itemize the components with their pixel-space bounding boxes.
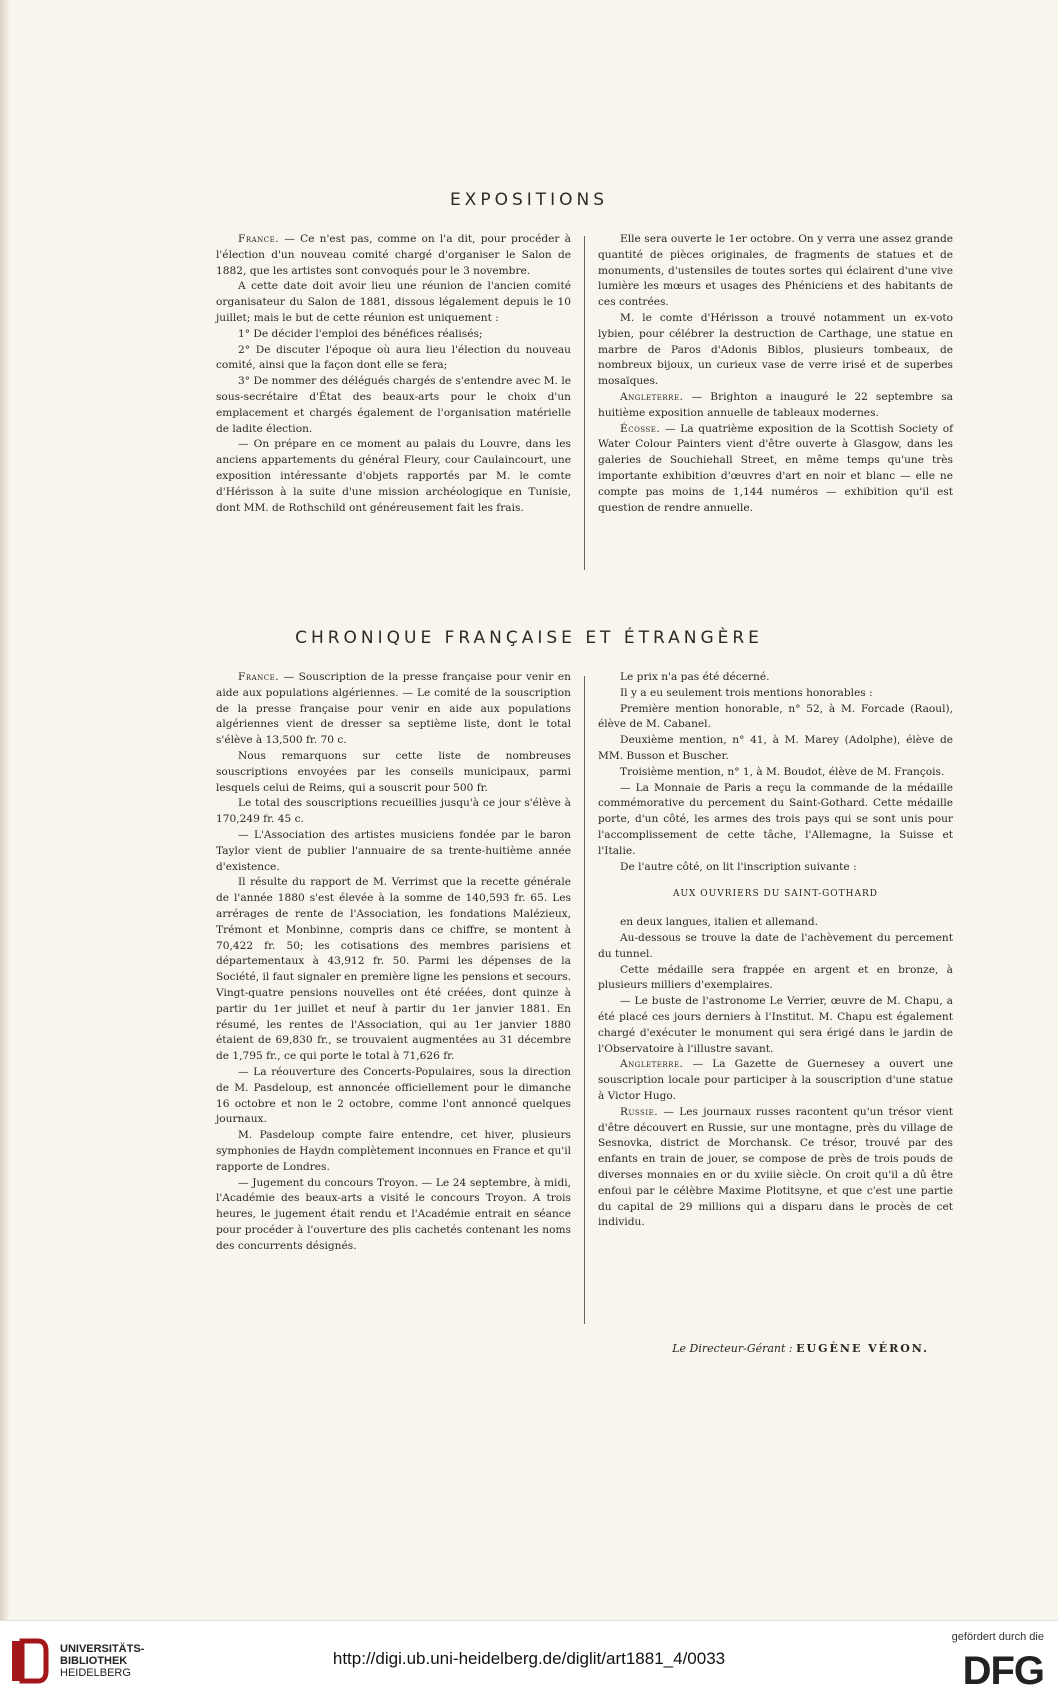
paragraph-text: Deuxième mention, n° 41, à M. Marey (Adolphe), élève de MM. Busson et Buscher. bbox=[598, 734, 953, 762]
signature-label: Le Directeur-Gérant : bbox=[672, 1342, 797, 1355]
paragraph-text: — L'Association des artistes musiciens fondée par le baron Taylor vient de publier l'annuaire de sa trente-huitième année d'existence. bbox=[216, 828, 571, 873]
paragraph-text: en deux langues, italien et allemand. bbox=[620, 916, 819, 929]
paragraph bbox=[216, 670, 571, 749]
paragraph bbox=[216, 327, 571, 343]
chronique-right-column bbox=[598, 670, 953, 1231]
paragraph bbox=[216, 828, 571, 875]
paragraph-text: — Ce n'est pas, comme on l'a dit, pour procéder à l'élection d'un nouveau comité chargé d'organiser le Salon de 1882, que les artistes sont convoqués pour le 3 novembre. bbox=[216, 233, 571, 277]
expositions-left-column bbox=[216, 232, 571, 516]
paragraph-text: Le total des souscriptions recueillies jusqu'à ce jour s'élève à 170,249 fr. 45 c. bbox=[216, 797, 571, 826]
paragraph-text: — La Gazette de Guernesey a ouvert une souscription locale pour participer à la souscription d'une statue à Victor Hugo. bbox=[598, 1058, 953, 1102]
chronique-right-part-b bbox=[598, 915, 953, 1231]
paragraph-text: Elle sera ouverte le 1er octobre. On y verra une assez grande quantité de pièces originales, de fragments de statues et de monuments, d'ustensiles de toutes sortes qui éclairent d'une vive lumière les mœurs et usages des Phéniciens et des habitants de ces contrées. bbox=[598, 233, 953, 309]
paragraph-text: — Le buste de l'astronome Le Verrier, œuvre de M. Chapu, a été placé ces jours derniers à l'Institut. M. Chapu est également chargé d'exécuter le monument qui sera érigé dans le jardin de l'Observatoire à l'illustre savant. bbox=[598, 995, 953, 1055]
footer-bar bbox=[0, 1620, 1058, 1703]
uni-line-2: BIBLIOTHEK bbox=[60, 1655, 128, 1667]
paragraph bbox=[598, 765, 953, 781]
permalink-url[interactable]: http://digi.ub.uni-heidelberg.de/diglit/art1881_4/0033 bbox=[332, 1649, 726, 1668]
paragraph-text: — Brighton a inauguré le 22 septembre sa huitième exposition annuelle de tableaux modernes. bbox=[598, 390, 953, 419]
signature bbox=[574, 1342, 929, 1355]
paragraph bbox=[598, 232, 953, 311]
uni-line-3: HEIDELBERG bbox=[60, 1667, 131, 1679]
paragraph bbox=[598, 994, 953, 1057]
paragraph-text: Au-dessous se trouve la date de l'achèvement du percement du tunnel. bbox=[598, 931, 953, 960]
paragraph bbox=[598, 422, 953, 517]
medal-inscription: AUX OUVRIERS DU SAINT-GOTHARD bbox=[672, 889, 879, 900]
paragraph bbox=[216, 796, 571, 828]
paragraph bbox=[216, 1176, 571, 1255]
paragraph-lead: France. bbox=[238, 671, 280, 683]
paragraph-text: 3° De nommer des délégués chargés de s'entendre avec M. le sous-secrétaire d'État des beaux-arts pour le choix d'un emplacement et chargés également de l'organisation matérielle de ladite élection. bbox=[216, 375, 571, 435]
paragraph-lead: Écosse. bbox=[620, 422, 661, 435]
paragraph-text: M. Pasdeloup compte faire entendre, cet hiver, plusieurs symphonies de Haydn complètement inconnues en France et qu'il rapporte de Londres. bbox=[216, 1129, 571, 1173]
column-divider bbox=[584, 676, 585, 1324]
paragraph bbox=[598, 931, 953, 963]
chronique-title: CHRONIQUE FRANÇAISE ET ÉTRANGÈRE bbox=[295, 628, 763, 648]
paragraph bbox=[598, 915, 953, 931]
paragraph-text: — Souscription de la presse française pour venir en aide aux populations algériennes. — Le comité de la souscription de la presse française pour venir en aide aux populations algériennes vient de dresser sa septième liste, dont le total s'élève à 13,500 fr. 70 c. bbox=[216, 671, 571, 747]
paragraph bbox=[598, 963, 953, 995]
paragraph bbox=[216, 279, 571, 326]
paragraph bbox=[216, 749, 571, 796]
paragraph-text: Il y a eu seulement trois mentions honorables : bbox=[620, 686, 873, 699]
funded-by-caption: gefördert durch die bbox=[951, 1631, 1044, 1643]
chronique-right-part-a bbox=[598, 670, 953, 875]
column-divider bbox=[584, 236, 585, 570]
page-spine-shadow bbox=[0, 0, 10, 1620]
paragraph bbox=[598, 733, 953, 765]
paragraph bbox=[598, 1057, 953, 1104]
paragraph-text: 1° De décider l'emploi des bénéfices réalisés; bbox=[238, 327, 483, 340]
paragraph bbox=[216, 232, 571, 279]
paragraph bbox=[598, 390, 953, 422]
paragraph-lead: Angleterre. bbox=[620, 1058, 684, 1071]
paragraph bbox=[216, 343, 571, 375]
paragraph-lead: Angleterre. bbox=[620, 390, 684, 403]
paragraph bbox=[598, 1105, 953, 1231]
paragraph-text: — Jugement du concours Troyon. — Le 24 septembre, à midi, l'Académie des beaux-arts a visité le concours Troyon. A trois heures, le jugement était rendu et l'Académie entrait en séance pour procéder à l'ouverture des plis cachetés contenant les noms des concurrents désignés. bbox=[216, 1176, 571, 1252]
paragraph-text: M. le comte d'Hérisson a trouvé notamment un ex-voto lybien, pour célébrer la destruction de Carthage, une statue en marbre de Paros d'Adonis Biblos, plusieurs tombeaux, de nombreux bijoux, un curieux vase de verre irisé et de superbes mosaïques. bbox=[598, 311, 953, 388]
chronique-left-column bbox=[216, 670, 571, 1254]
paragraph-text: 2° De discuter l'époque où aura lieu l'élection du nouveau comité, ainsi que la façon dont elle se fera; bbox=[216, 343, 571, 372]
paragraph-text: Il résulte du rapport de M. Verrimst que la recette générale de l'année 1880 s'est élevée à la somme de 140,593 fr. 65. Les arrérages de rente de l'Association, les fondations Malézieux, Trémont et Monbinne, compris dans ce chiffre, se montent à 70,422 fr. 50; les cotisations des membres parisiens et départementaux à 43,912 fr. 50. Parmi les dépenses de la Société, il faut signaler en première ligne les pensions et secours. Vingt-quatre pensions nouvelles ont été créées, dont quinze à partir du 1er juillet et neuf à partir du 1er janvier 1881. En résumé, les rentes de l'Association, qui au 1er janvier 1880 étaient de 69,830 fr., se trouvaient augmentées au 31 décembre de 1,795 fr., ce qui porte le total à 71,626 fr. bbox=[216, 876, 571, 1063]
paragraph-text: Première mention honorable, n° 52, à M. Forcade (Raoul), élève de M. Cabanel. bbox=[598, 702, 953, 731]
paragraph-text: Nous remarquons sur cette liste de nombreuses souscriptions envoyées par les conseils municipaux, parmi lesquels celui de Reims, qui a souscrit pour 500 fr. bbox=[216, 749, 571, 794]
paragraph-text: De l'autre côté, on lit l'inscription suivante : bbox=[620, 860, 857, 873]
paragraph-text: — On prépare en ce moment au palais du Louvre, dans les anciens appartements du général Fleury, cour Caulaincourt, une exposition intéressante d'objets rapportés par M. le comte d'Hérisson à la suite d'une mission archéologique en Tunisie, dont MM. de Rothschild ont généreusement fait les frais. bbox=[216, 438, 571, 514]
uni-line-1: UNIVERSITÄTS- bbox=[60, 1643, 145, 1655]
paragraph bbox=[598, 781, 953, 860]
dfg-logo: DFG bbox=[962, 1649, 1044, 1693]
signature-name: EUGÈNE VÉRON. bbox=[796, 1342, 929, 1355]
paragraph bbox=[216, 875, 571, 1065]
paragraph-lead: France. bbox=[238, 233, 280, 245]
paragraph-text: A cette date doit avoir lieu une réunion de l'ancien comité organisateur du Salon de 1881, dissous légalement depuis le 10 juillet; mais le but de cette réunion est uniquement : bbox=[216, 280, 571, 324]
paragraph-text: Le prix n'a pas été décerné. bbox=[620, 671, 770, 683]
paragraph-text: — La quatrième exposition de la Scottish Society of Water Colour Painters vient d'être ouverte à Glasgow, dans les galeries de Souchiehall Street, en même temps qu'une très importante exhibition d'œuvres d'art en noir et blanc — elle ne compte pas moins de 1,144 numéros — exhibition qu'il est question de rendre annuelle. bbox=[598, 422, 953, 514]
paragraph bbox=[216, 437, 571, 516]
paragraph bbox=[598, 311, 953, 390]
paragraph-lead: Russie. bbox=[620, 1105, 659, 1118]
paragraph bbox=[598, 686, 953, 702]
paragraph-text: — La réouverture des Concerts-Populaires, sous la direction de M. Pasdeloup, est annoncée officiellement pour le dimanche 16 octobre et non le 2 octobre, comme l'ont annoncé quelques journaux. bbox=[216, 1065, 571, 1126]
paragraph-text: Cette médaille sera frappée en argent et en bronze, à plusieurs milliers d'exemplaires. bbox=[598, 963, 953, 992]
paragraph bbox=[216, 374, 571, 437]
paragraph bbox=[598, 860, 953, 876]
paragraph-text: — La Monnaie de Paris a reçu la commande de la médaille commémorative du percement du Saint-Gothard. Cette médaille porte, d'un côté, les armes des trois pays qui se sont unis pour l'accomplissement de cette tâche, l'Allemagne, la Suisse et l'Italie. bbox=[598, 781, 953, 857]
paragraph bbox=[216, 1065, 571, 1128]
paragraph-text: Troisième mention, n° 1, à M. Boudot, élève de M. François. bbox=[620, 765, 945, 778]
paragraph bbox=[598, 670, 953, 686]
paragraph bbox=[598, 702, 953, 734]
paragraph-text: — Les journaux russes racontent qu'un trésor vient d'être découvert en Russie, sur une montagne, près du village de Sesnovka, district de Morchansk. Ce trésor, trouvé par des enfants en train de jouer, se compose de près de trois pouds de diverses monnaies en or du xviiie siècle. On croit qu'il a dû être enfoui par le célèbre Maxime Plotitsyne, et que c'est une partie du capital de 29 millions qui a disparu dans le procès de cet individu. bbox=[598, 1105, 953, 1229]
expositions-title: EXPOSITIONS bbox=[449, 190, 609, 210]
paragraph bbox=[216, 1128, 571, 1175]
expositions-right-column bbox=[598, 232, 953, 516]
